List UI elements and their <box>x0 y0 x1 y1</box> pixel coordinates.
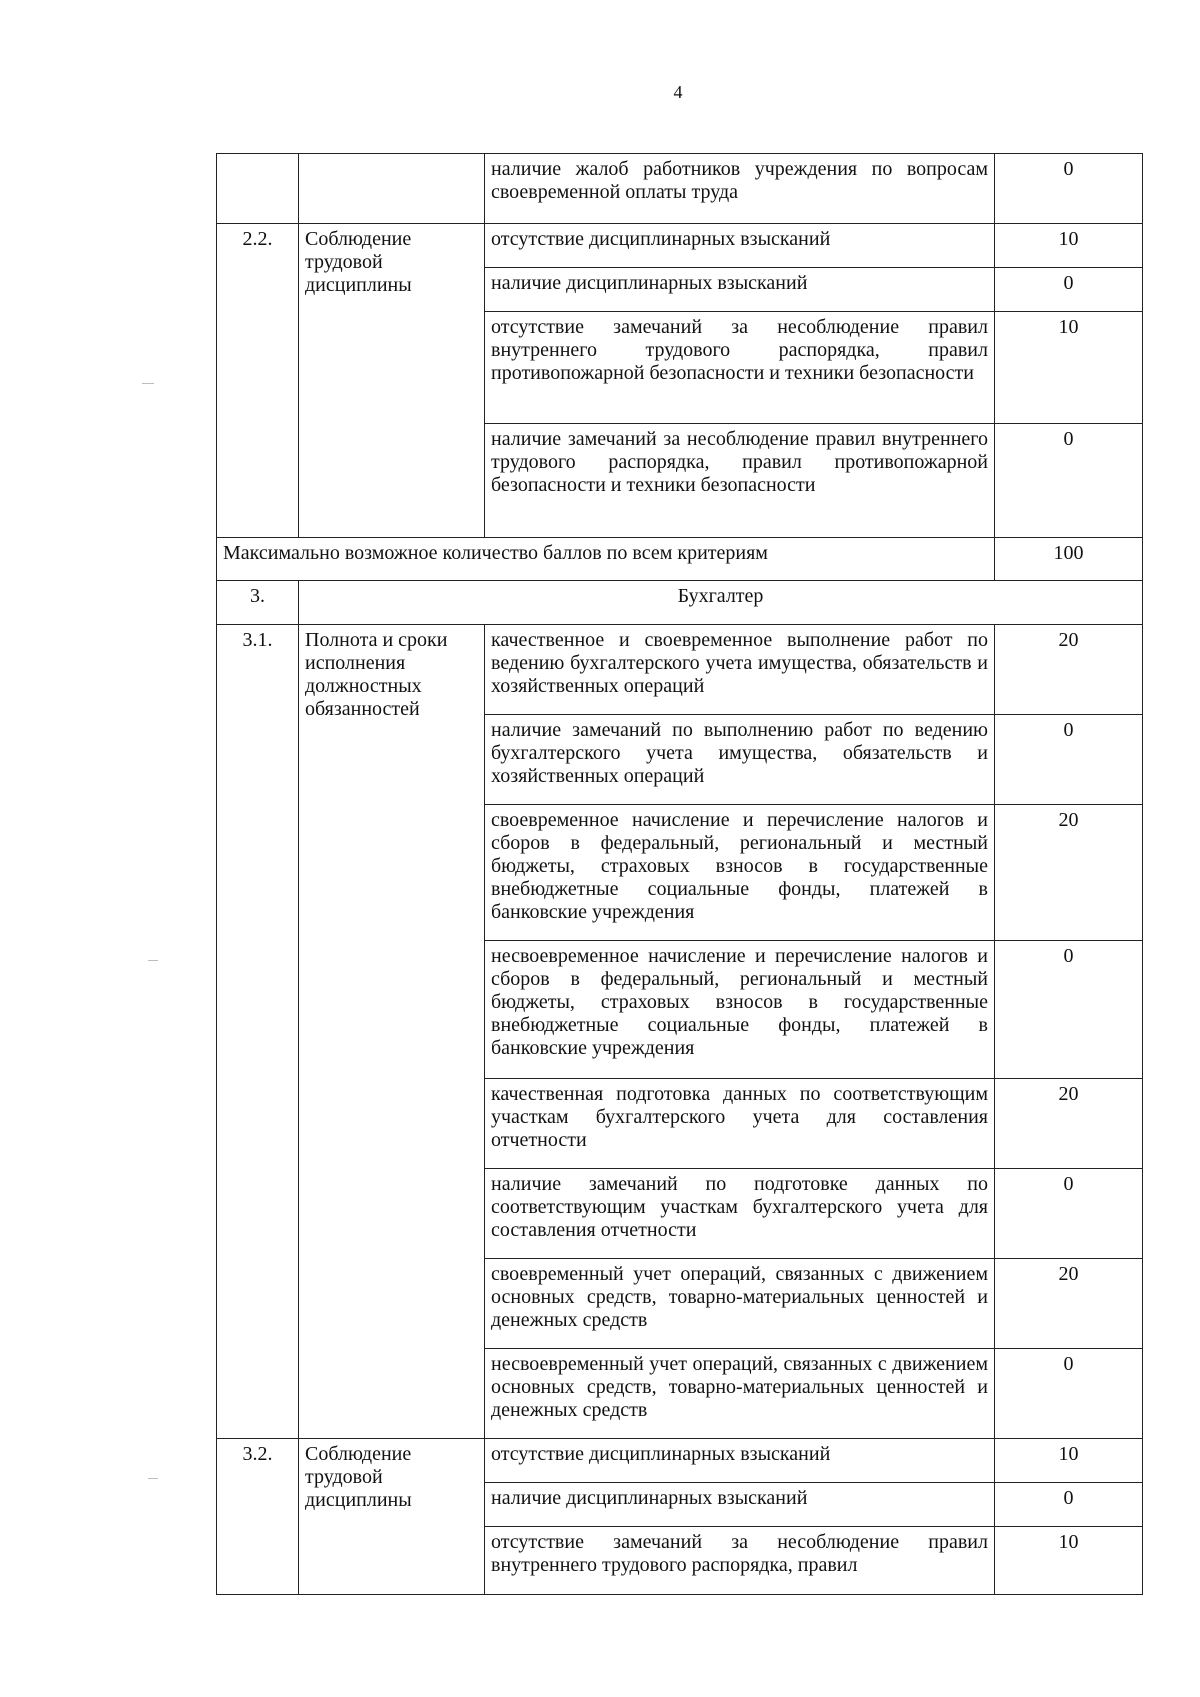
points-cell: 10 <box>995 1527 1143 1595</box>
criterion-cell: Соблюдение трудовой дисциплины <box>299 224 485 538</box>
points-cell: 10 <box>995 1439 1143 1483</box>
scan-mark <box>142 383 154 384</box>
table-row <box>217 625 1143 715</box>
page-number: 4 <box>673 82 683 102</box>
row-number-cell: 3.2. <box>217 1439 299 1595</box>
points-cell: 0 <box>995 941 1143 1079</box>
total-points: 100 <box>995 538 1143 581</box>
indicator-cell: наличие жалоб работников учреждения по вопросам своевременной оплаты труда <box>485 154 995 224</box>
points-cell: 20 <box>995 1079 1143 1169</box>
points-cell: 0 <box>995 715 1143 805</box>
table-row <box>217 224 1143 268</box>
points-cell: 0 <box>995 268 1143 312</box>
points-cell: 20 <box>995 625 1143 715</box>
points-cell: 20 <box>995 805 1143 941</box>
indicator-cell: наличие дисциплинарных взысканий <box>485 268 995 312</box>
points-cell: 0 <box>995 1169 1143 1259</box>
indicator-cell: своевременное начисление и перечисление налогов и сборов в федеральный, региональный и местный бюджеты, страховых взносов в государственные внебюджетные социальные фонды, платежей в банковские учреждения <box>485 805 995 941</box>
section-row <box>217 581 1143 625</box>
section-number: 3. <box>217 581 299 625</box>
row-number-cell: 3.1. <box>217 625 299 1439</box>
scan-mark <box>148 960 158 961</box>
criterion-cell <box>299 154 485 224</box>
criteria-table <box>216 153 1143 1595</box>
points-cell: 10 <box>995 312 1143 424</box>
indicator-cell: качественная подготовка данных по соответствующим участкам бухгалтерского учета для составления отчетности <box>485 1079 995 1169</box>
points-cell: 20 <box>995 1259 1143 1349</box>
indicator-cell: своевременный учет операций, связанных с движением основных средств, товарно-материальных ценностей и денежных средств <box>485 1259 995 1349</box>
section-title: Бухгалтер <box>299 581 1143 625</box>
table-row <box>217 154 1143 224</box>
scan-mark <box>148 1478 158 1479</box>
points-cell: 0 <box>995 1349 1143 1439</box>
indicator-cell: наличие замечаний по подготовке данных по соответствующим участкам бухгалтерского учета для составления отчетности <box>485 1169 995 1259</box>
indicator-cell: несвоевременное начисление и перечисление налогов и сборов в федеральный, региональный и местный бюджеты, страховых взносов в государственные внебюджетные социальные фонды, платежей в банковские учреждения <box>485 941 995 1079</box>
points-cell: 0 <box>995 424 1143 538</box>
indicator-cell: несвоевременный учет операций, связанных с движением основных средств, товарно-материальных ценностей и денежных средств <box>485 1349 995 1439</box>
indicator-cell: наличие замечаний по выполнению работ по ведению бухгалтерского учета имущества, обязательств и хозяйственных операций <box>485 715 995 805</box>
indicator-cell: качественное и своевременное выполнение работ по ведению бухгалтерского учета имущества, обязательств и хозяйственных операций <box>485 625 995 715</box>
criterion-cell: Соблюдение трудовой дисциплины <box>299 1439 485 1595</box>
points-cell: 0 <box>995 1483 1143 1527</box>
points-cell: 10 <box>995 224 1143 268</box>
row-number-cell <box>217 154 299 224</box>
indicator-cell: наличие дисциплинарных взысканий <box>485 1483 995 1527</box>
table-row <box>217 1439 1143 1483</box>
indicator-cell: отсутствие дисциплинарных взысканий <box>485 1439 995 1483</box>
indicator-cell: отсутствие дисциплинарных взысканий <box>485 224 995 268</box>
criterion-cell: Полнота и сроки исполнения должностных обязанностей <box>299 625 485 1439</box>
indicator-cell: отсутствие замечаний за несоблюдение правил внутреннего трудового распорядка, правил противопожарной безопасности и техники безопасности <box>485 312 995 424</box>
total-label: Максимально возможное количество баллов по всем критериям <box>217 538 995 581</box>
indicator-cell: отсутствие замечаний за несоблюдение правил внутреннего трудового распорядка, правил <box>485 1527 995 1595</box>
points-cell: 0 <box>995 154 1143 224</box>
total-row <box>217 538 1143 581</box>
row-number-cell: 2.2. <box>217 224 299 538</box>
indicator-cell: наличие замечаний за несоблюдение правил внутреннего трудового распорядка, правил противопожарной безопасности и техники безопасности <box>485 424 995 538</box>
